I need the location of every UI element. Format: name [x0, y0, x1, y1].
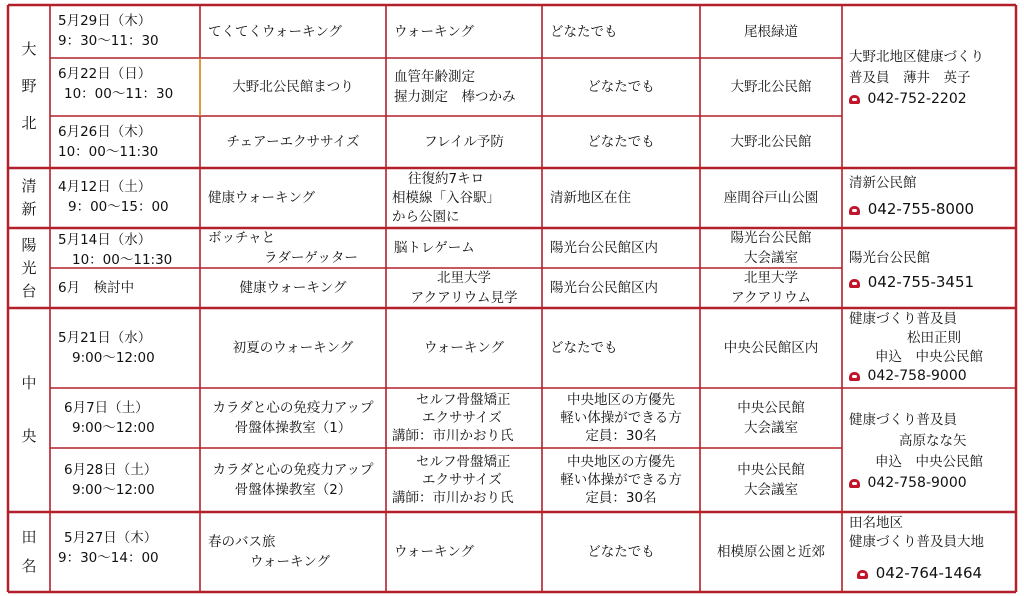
event-cell: チェアーエクササイズ — [226, 134, 360, 150]
date-cell: 5月14日（水） 10：00〜11:30 — [58, 232, 173, 268]
content-cell: 脳トレゲーム — [394, 240, 475, 256]
phone-icon — [849, 206, 860, 215]
date-cell: 5月27日（木） 9：30〜14：00 — [58, 530, 159, 566]
contact-chuo-1: 健康づくり普及員 松田正則 申込 中央公民館 042-758-9000 — [842, 308, 1016, 388]
place-cell: 座間谷戸山公園 — [723, 190, 819, 206]
content-cell: ウォーキング — [394, 23, 475, 40]
place-cell: 中央公民館区内 — [723, 340, 819, 356]
content-cell: セルフ骨盤矯正 エクササイズ 講師：市川かおり氏 — [392, 454, 514, 506]
region-yokodai: 陽 光 台 — [21, 235, 37, 300]
region-chuo: 中 央 — [21, 374, 37, 445]
phone-icon — [849, 479, 860, 488]
phone-number: 042-755-3451 — [849, 270, 1016, 294]
event-cell: てくてくウォーキング — [208, 23, 343, 40]
event-cell: 春のバス旅 ウォーキング — [208, 534, 331, 570]
date-cell: 6月28日（土） 9:00〜12:00 — [64, 462, 158, 498]
content-cell: 北里大学 アクアリウム見学 — [410, 270, 518, 306]
phone-icon — [857, 570, 868, 579]
place-cell: 大野北公民館 — [730, 134, 812, 150]
region-tana: 田 名 — [21, 528, 37, 575]
target-cell: 清新地区在住 — [550, 190, 631, 206]
target-cell: どなたでも — [550, 23, 618, 40]
target-cell: 中央地区の方優先 軽い体操ができる方 定員：30名 — [560, 392, 682, 444]
contact-onokita: 大野北地区健康づくり 普及員 薄井 英子 042-752-2202 — [842, 5, 1016, 168]
content-cell: フレイル予防 — [424, 134, 504, 150]
region-onokita: 大 野 北 — [21, 40, 37, 132]
event-cell: 大野北公民館まつり — [232, 79, 354, 95]
phone-number: 042-758-9000 — [849, 473, 1016, 494]
contact-chuo-2: 健康づくり普及員 高原なな⽮ 申込 中央公民館 042-758-9000 — [842, 388, 1016, 512]
place-cell: 中央公民館 大会議室 — [737, 400, 805, 436]
phone-number: 042-764-1464 — [849, 564, 1016, 583]
event-cell: 健康ウォーキング — [239, 280, 347, 296]
contact-yokodai: 陽光台公民館 042-755-3451 — [842, 228, 1016, 308]
target-cell: どなたでも — [550, 340, 618, 356]
target-cell: どなたでも — [587, 79, 655, 95]
phone-number: 042-758-9000 — [849, 367, 1016, 386]
event-cell: カラダと心の免疫力アップ 骨盤体操教室（2） — [212, 462, 374, 498]
date-cell: 6月26日（木） 10：00〜11:30 — [58, 124, 159, 160]
content-cell: ウォーキング — [394, 544, 475, 560]
place-cell: 相模原公園と近郊 — [717, 544, 825, 560]
place-cell: 陽光台公民館 大会議室 — [730, 230, 812, 266]
target-cell: 陽光台公民館区内 — [550, 240, 658, 256]
place-cell: 中央公民館 大会議室 — [737, 462, 805, 498]
date-cell: 4月12日（土） 9：00〜15：00 — [58, 179, 169, 215]
target-cell: どなたでも — [587, 544, 655, 560]
content-cell: ウォーキング — [423, 340, 505, 356]
phone-icon — [849, 279, 860, 288]
region-seishin: 清 新 — [21, 177, 37, 218]
place-cell: 尾根緑道 — [744, 23, 798, 40]
phone-number: 042-752-2202 — [849, 89, 1016, 110]
content-cell: 血管年齢測定 握力測定 棒つかみ — [394, 69, 516, 105]
event-cell: ボッチャと ラダーゲッター — [208, 230, 358, 266]
place-cell: 大野北公民館 — [730, 79, 812, 95]
date-cell: 5月29日（木） 9：30〜11：30 — [58, 13, 159, 49]
event-cell: 初夏のウォーキング — [232, 340, 354, 356]
contact-seishin: 清新公民館 042-755-8000 — [842, 168, 1016, 228]
phone-icon — [849, 95, 860, 104]
event-cell: カラダと心の免疫力アップ 骨盤体操教室（1） — [212, 400, 374, 436]
date-cell: 6月 検討中 — [58, 280, 135, 296]
date-cell: 6月7日（土） 9:00〜12:00 — [64, 400, 155, 436]
content-cell: セルフ骨盤矯正 エクササイズ 講師：市川かおり氏 — [392, 392, 514, 444]
target-cell: 中央地区の方優先 軽い体操ができる方 定員：30名 — [560, 454, 682, 506]
phone-icon — [849, 372, 860, 381]
target-cell: どなたでも — [587, 134, 655, 150]
place-cell: 北里大学 アクアリウム — [731, 270, 811, 306]
date-cell: 5月21日（水） 9:00〜12:00 — [58, 330, 155, 366]
date-cell: 6月22日（日） 10：00〜11：30 — [58, 66, 174, 102]
phone-number: 042-755-8000 — [849, 196, 1016, 222]
content-cell: 往復約7キロ 相模線「入谷駅」 から公園に — [392, 170, 500, 225]
target-cell: 陽光台公民館区内 — [550, 280, 658, 296]
event-cell: 健康ウォーキング — [208, 190, 316, 206]
contact-tana: 田名地区 健康づくり普及員大地 042-764-1464 — [842, 512, 1016, 592]
